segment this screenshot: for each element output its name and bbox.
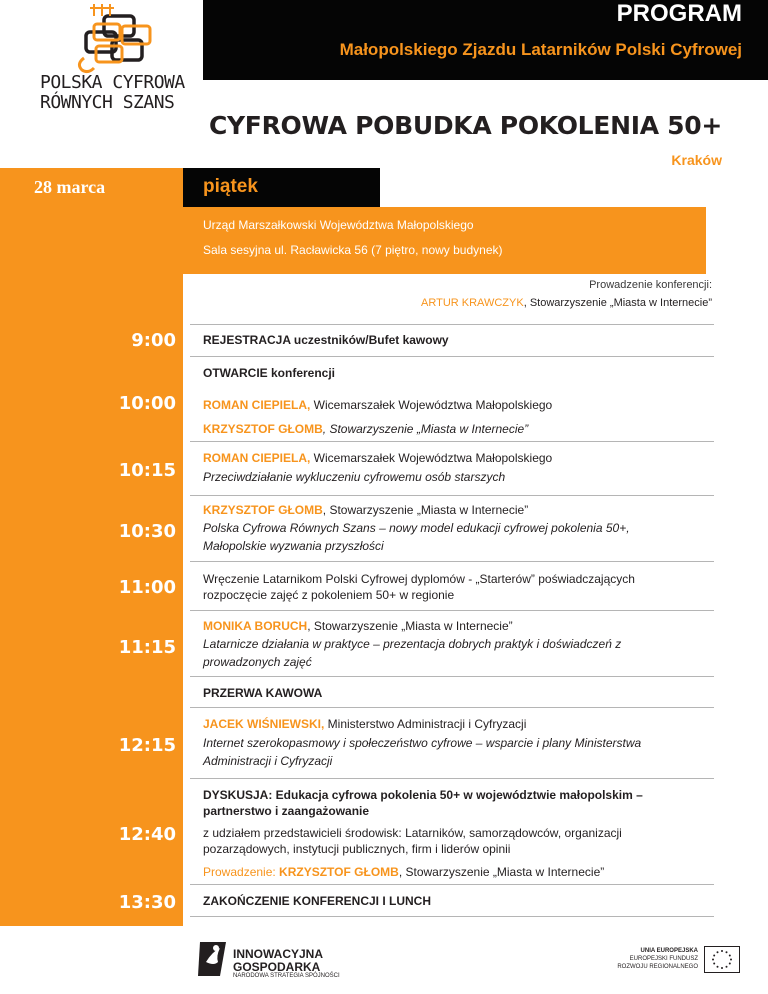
separator bbox=[190, 676, 714, 677]
time-slot: 10:30 bbox=[118, 521, 176, 542]
time-slot: 10:15 bbox=[118, 460, 176, 481]
time-slot: 13:30 bbox=[118, 892, 176, 913]
logo-text bbox=[40, 73, 185, 113]
speaker bbox=[203, 397, 703, 414]
eu-line-2: EUROPEJSKI FUNDUSZ bbox=[629, 956, 698, 962]
speaker-name: KRZYSZTOF GŁOMB bbox=[203, 422, 323, 436]
separator bbox=[190, 561, 714, 562]
moderation-host-name: ARTUR KRAWCZYK bbox=[421, 297, 524, 309]
venue-line-1: Urząd Marszałkowski Województwa Małopolskiego bbox=[203, 218, 474, 232]
talk-topic: prowadzonych zajęć bbox=[203, 655, 312, 669]
separator bbox=[190, 884, 714, 885]
speaker-role: Wicemarszałek Województwa Małopolskiego bbox=[310, 398, 553, 412]
speaker-name: KRZYSZTOF GŁOMB bbox=[203, 503, 323, 517]
coffee-break: PRZERWA KAWOWA bbox=[203, 686, 323, 700]
separator bbox=[190, 707, 714, 708]
speaker-role: Ministerstwo Administracji i Cyfryzacji bbox=[324, 717, 527, 731]
logo-line-2: RÓWNYCH SZANS bbox=[40, 92, 175, 113]
speaker-name: ROMAN CIEPIELA, bbox=[203, 451, 311, 465]
separator bbox=[190, 324, 714, 325]
speaker-name: MONIKA BORUCH bbox=[203, 619, 308, 633]
time-slot: 11:15 bbox=[118, 637, 176, 658]
ig-subtitle: NARODOWA STRATEGIA SPÓJNOŚCI bbox=[233, 973, 340, 979]
agenda-item: ZAKOŃCZENIE KONFERENCJI I LUNCH bbox=[203, 894, 432, 908]
time-slot: 11:00 bbox=[118, 577, 176, 598]
speaker-role: , Stowarzyszenie „Miasta w Internecie” bbox=[322, 422, 529, 436]
time-slot: 9:00 bbox=[131, 330, 176, 351]
logo-mark-icon bbox=[72, 2, 158, 74]
header-subtitle: Małopolskiego Zjazdu Latarników Polski Cyfrowej bbox=[339, 40, 742, 59]
time-slot: 12:40 bbox=[118, 824, 176, 845]
eu-line-3: ROZWOJU REGIONALNEGO bbox=[617, 964, 698, 970]
page-title: CYFROWA POBUDKA POKOLENIA 50+ bbox=[208, 111, 722, 140]
moderation-host bbox=[421, 297, 712, 309]
agenda-item: rozpoczęcie zajęć z pokoleniem 50+ w regionie bbox=[203, 588, 455, 602]
moderator-org: , Stowarzyszenie „Miasta w Internecie” bbox=[398, 865, 605, 879]
logo-line-1: POLSKA CYFROWA bbox=[40, 72, 185, 93]
speaker bbox=[203, 502, 703, 519]
time-slot: 10:00 bbox=[118, 393, 176, 414]
header-title: PROGRAM bbox=[616, 0, 742, 27]
separator bbox=[190, 916, 714, 917]
discussion-desc: pozarządowych, instytucji publicznych, firm i liderów opinii bbox=[203, 842, 511, 856]
separator bbox=[190, 356, 714, 357]
moderator-name: KRZYSZTOF GŁOMB bbox=[279, 865, 399, 879]
separator bbox=[190, 441, 714, 442]
speaker-role: Wicemarszałek Województwa Małopolskiego bbox=[310, 451, 553, 465]
speaker-role: , Stowarzyszenie „Miasta w Internecie” bbox=[307, 619, 513, 633]
speaker bbox=[203, 618, 703, 635]
talk-topic: Małopolskie wyzwania przyszłości bbox=[203, 539, 384, 553]
date-day: 28 marca bbox=[34, 177, 106, 197]
innovative-economy-logo-icon bbox=[196, 940, 230, 978]
innovative-economy-text bbox=[233, 948, 323, 974]
discussion-moderator bbox=[203, 864, 703, 881]
separator bbox=[190, 778, 714, 779]
speaker bbox=[203, 450, 703, 467]
time-slot: 12:15 bbox=[118, 735, 176, 756]
discussion-heading: DYSKUSJA: Edukacja cyfrowa pokolenia 50+ w województwie małopolskim – bbox=[203, 788, 643, 802]
agenda-item: Wręczenie Latarnikom Polski Cyfrowej dyplomów - „Starterów” poświadczających bbox=[203, 572, 635, 586]
talk-topic: Polska Cyfrowa Równych Szans – nowy model edukacji cyfrowej pokolenia 50+, bbox=[203, 521, 630, 535]
agenda-item: REJESTRACJA uczestników/Bufet kawowy bbox=[203, 333, 449, 347]
speaker-name: JACEK WIŚNIEWSKI, bbox=[203, 717, 325, 731]
talk-topic: Internet szerokopasmowy i społeczeństwo cyfrowe – wsparcie i plany Ministerstwa bbox=[203, 736, 642, 750]
moderator-label: Prowadzenie: bbox=[203, 865, 280, 879]
eu-line-1: UNIA EUROPEJSKA bbox=[640, 948, 698, 954]
separator bbox=[190, 495, 714, 496]
talk-topic: Administracji i Cyfryzacji bbox=[203, 754, 333, 768]
talk-topic: Latarnicze działania w praktyce – prezentacja dobrych praktyk i doświadczeń z bbox=[203, 637, 622, 651]
speaker-role: , Stowarzyszenie „Miasta w Internecie” bbox=[322, 503, 529, 517]
discussion-desc: z udziałem przedstawicieli środowisk: Latarników, samorządowców, organizacji bbox=[203, 826, 622, 840]
separator bbox=[190, 610, 714, 611]
speaker bbox=[203, 716, 703, 733]
talk-topic: Przeciwdziałanie wykluczeniu cyfrowemu osób starszych bbox=[203, 470, 506, 484]
ig-line-2: GOSPODARKA bbox=[233, 960, 321, 974]
discussion-heading: partnerstwo i zaangażowanie bbox=[203, 804, 370, 818]
eu-flag-icon bbox=[704, 946, 740, 973]
moderation-host-org: , Stowarzyszenie „Miasta w Internecie” bbox=[523, 297, 712, 309]
speaker bbox=[203, 421, 703, 438]
eu-text bbox=[614, 947, 698, 971]
ig-line-1: INNOWACYJNA bbox=[233, 947, 324, 961]
speaker-name: ROMAN CIEPIELA, bbox=[203, 398, 311, 412]
agenda-heading: OTWARCIE konferencji bbox=[203, 366, 336, 380]
date-weekday: piątek bbox=[203, 176, 258, 197]
city: Kraków bbox=[671, 152, 722, 168]
venue-line-2: Sala sesyjna ul. Racławicka 56 (7 piętro, nowy budynek) bbox=[203, 243, 503, 257]
moderation-label: Prowadzenie konferencji: bbox=[589, 279, 712, 291]
